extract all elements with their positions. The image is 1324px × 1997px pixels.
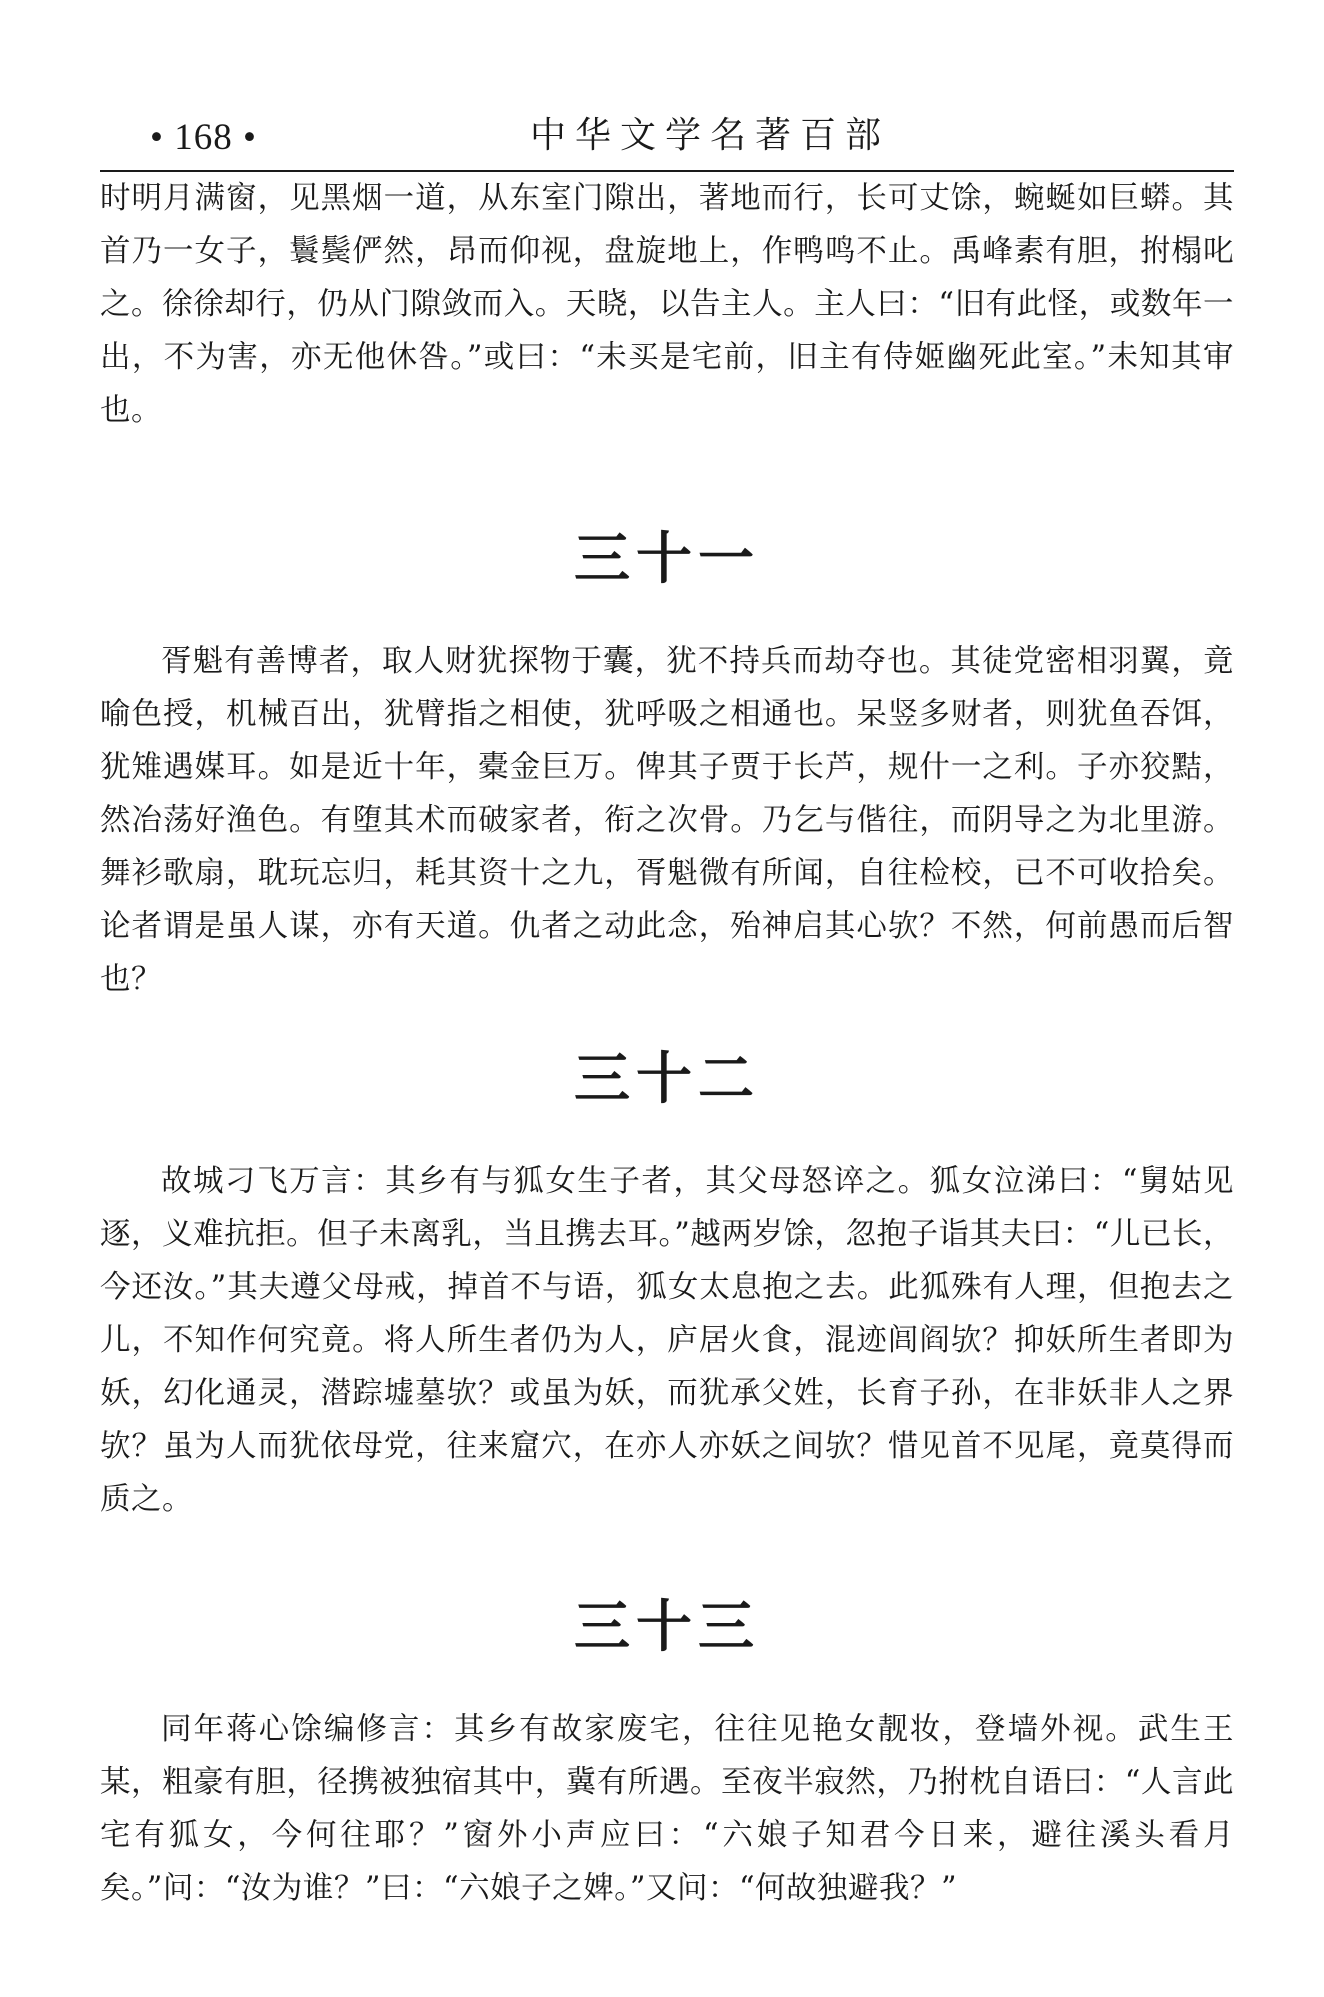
- section-title-33: 三十三: [574, 1595, 760, 1660]
- book-title: 中华文学名著百部: [529, 115, 890, 156]
- paragraph-continued: [100, 172, 1234, 437]
- paragraph-text: 时明月满窗，见黑烟一道，从东室门隙出，著地而行，长可丈馀，蜿蜒如巨蟒。其首乃一女子，鬟鬓俨然，昂而仰视，盘旋地上，作鸭鸣不止。禹峰素有胆，拊榻叱之。徐徐却行，仍从门隙敛而入。天晓，以告主人。主人曰：“旧有此怪，或数年一出，不为害，亦无他休咎。”或曰：“未买是宅前，旧主有侍姬幽死此室。”未知其审也。: [100, 181, 1234, 428]
- paragraph-text: 故城刁飞万言：其乡有与狐女生子者，其父母怒谇之。狐女泣涕曰：“舅姑见逐，义难抗拒。但子未离乳，当且携去耳。”越两岁馀，忽抱子诣其夫曰：“儿已长，今还汝。”其夫遵父母戒，掉首不与语，狐女太息抱之去。此狐殊有人理，但抱去之儿，不知作何究竟。将人所生者仍为人，庐居火食，混迹闾阎欤？抑妖所生者即为妖，幻化通灵，潜踪墟墓欤？或虽为妖，而犹承父姓，长育子孙，在非妖非人之界欤？虽为人而犹依母党，往来窟穴，在亦人亦妖之间欤？惜见首不见尾，竟莫得而质之。: [100, 1164, 1234, 1517]
- paragraph-text: 同年蒋心馀编修言：其乡有故家废宅，往往见艳女靓妆，登墙外视。武生王某，粗豪有胆，径携被独宿其中，冀有所遇。至夜半寂然，乃拊枕自语曰：“人言此宅有狐女，今何往耶？”窗外小声应曰：“六娘子知君今日来，避往溪头看月矣。”问：“汝为谁？”曰：“六娘子之婢。”又问：“何故独避我？”: [100, 1712, 1234, 1906]
- paragraph-section-32: [100, 1155, 1234, 1526]
- running-header: [100, 108, 1234, 170]
- paragraph-section-31: [100, 635, 1234, 1006]
- section-title-32: 三十二: [574, 1047, 760, 1112]
- paragraph-section-33: [100, 1703, 1234, 1915]
- paragraph-text: 胥魁有善博者，取人财犹探物于囊，犹不持兵而劫夺也。其徒党密相羽翼，竟喻色授，机械百出，犹臂指之相使，犹呼吸之相通也。呆竖多财者，则犹鱼吞饵，犹雉遇媒耳。如是近十年，橐金巨万。俾其子贾于长芦，规什一之利。子亦狡黠，然冶荡好渔色。有堕其术而破家者，衔之次骨。乃乞与偕往，而阴导之为北里游。舞衫歌扇，耽玩忘归，耗其资十之九，胥魁微有所闻，自往检校，已不可收拾矣。论者谓是虽人谋，亦有天道。仇者之动此念，殆神启其心欤？不然，何前愚而后智也？: [100, 644, 1234, 997]
- section-title-31: 三十一: [574, 527, 760, 592]
- page-number: • 168 •: [150, 117, 257, 158]
